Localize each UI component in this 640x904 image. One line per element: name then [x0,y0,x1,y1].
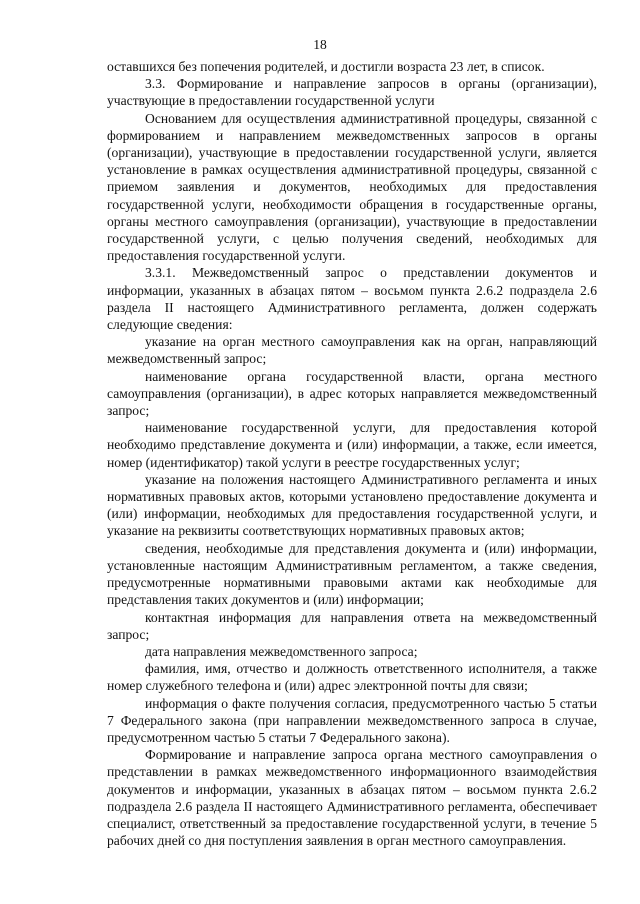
paragraph: наименование государственной услуги, для предоставления которой необходимо представление документа и (или) информации, а также, если имеется, номер (идентификатор) такой услуги в реестре государственных услуг; [107,420,597,470]
paragraph: контактная информация для направления ответа на межведомственный запрос; [107,609,597,642]
paragraph: Основанием для осуществления административной процедуры, связанной с формированием и направлением межведомственных запросов в органы (организации), участвующие в предоставлении государственной услуги, является установление в рамках осуществления административной процедуры, связанной с приемом заявления и документов, необходимых для предоставления государственной услуги, необходимости обращения в государственные органы, органы местного самоуправления (организации), участвующие в предоставлении государственной услуги, с целью получения сведений, необходимых для предоставления государственной услуги. [107,110,597,264]
paragraph: сведения, необходимые для представления документа и (или) информации, установленные настоящим Административным регламентом, а также сведения, предусмотренные нормативными правовыми актами как необходимые для представления таких документов и (или) информации; [107,540,597,608]
paragraph: фамилия, имя, отчество и должность ответственного исполнителя, а также номер служебного телефона и (или) адрес электронной почты для связи; [107,661,597,694]
paragraph: 3.3. Формирование и направление запросов в органы (организации), участвующие в предоставлении государственной услуги [107,76,597,109]
paragraph: дата направления межведомственного запроса; [145,643,418,659]
paragraph: 3.3.1. Межведомственный запрос о представлении документов и информации, указанных в абзацах пятом – восьмом пункта 2.6.2 подраздела 2.6 раздела II настоящего Административного регламента, должен содержать следующие сведения: [107,265,597,333]
paragraph: оставшихся без попечения родителей, и достигли возраста 23 лет, в список. [107,59,545,74]
document-body [107,58,597,849]
paragraph: информация о факте получения согласия, предусмотренного частью 5 статьи 7 Федерального закона (при направлении межведомственного запроса в случае, предусмотренном частью 5 статьи 7 Федерального закона). [107,695,597,745]
paragraph: Формирование и направление запроса органа местного самоуправления о представлении в рамках межведомственного информационного взаимодействия документов и информации, указанных в абзацах пятом – восьмом пункта 2.6.2 подраздела 2.6 раздела II настоящего Административного регламента, обеспечивает специалист, ответственный за предоставление государственной услуги, в течение 5 рабочих дней со дня поступления заявления в орган местного самоуправления. [107,747,597,849]
paragraph: указание на орган местного самоуправления как на орган, направляющий межведомственный запрос; [107,334,597,367]
paragraph: указание на положения настоящего Административного регламента и иных нормативных правовых актов, которыми установлено предоставление документа и (или) информации, необходимых для предоставления государственной услуги, и указание на реквизиты соответствующих нормативных правовых актов; [107,471,597,539]
paragraph: наименование органа государственной власти, органа местного самоуправления (организации), в адрес которых направляется межведомственный запрос; [107,368,597,419]
page-number: 18 [313,37,327,52]
